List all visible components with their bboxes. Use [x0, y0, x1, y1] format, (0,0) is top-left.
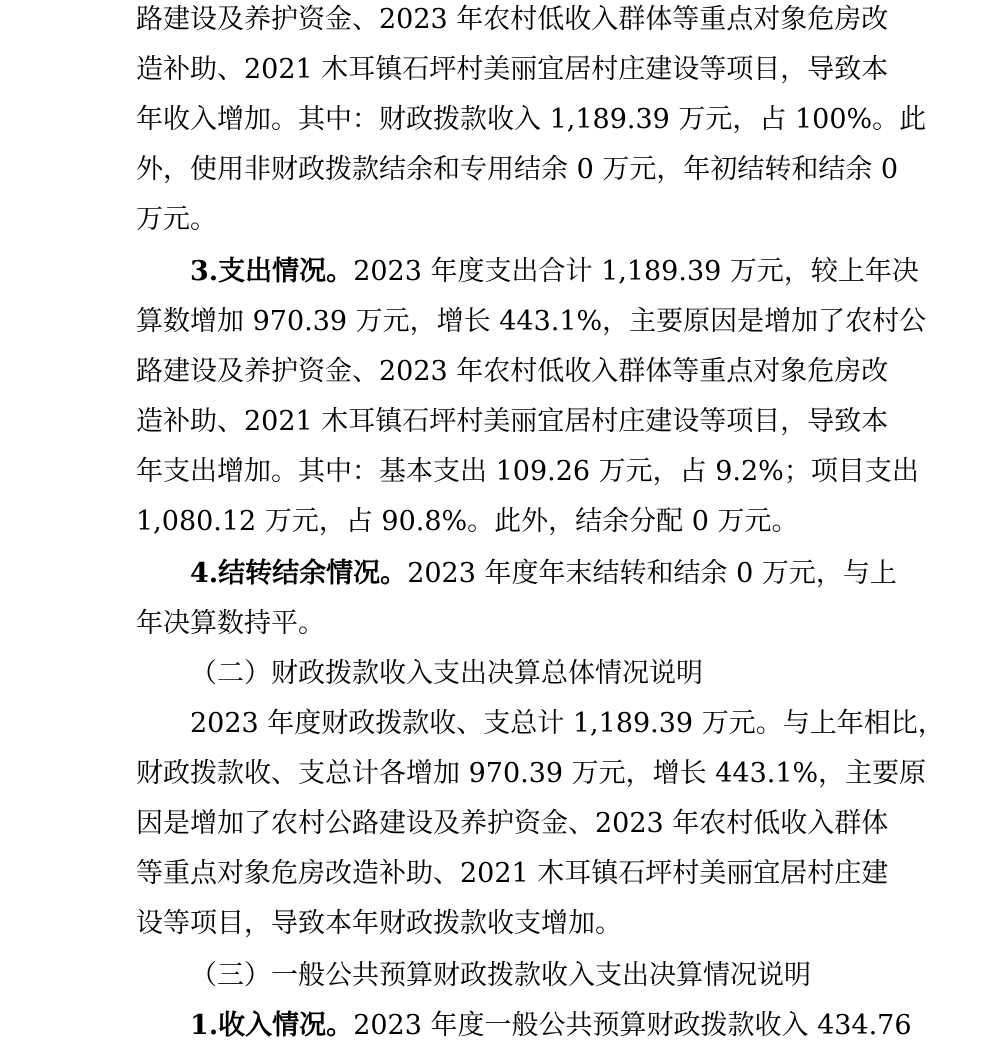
text-line: 设等项目，导致本年财政拨款收支增加。 [136, 908, 622, 939]
text-span: 2023 年度年末结转和结余 0 万元，与上 [407, 558, 897, 589]
text-line: 年决算数持平。 [136, 608, 325, 639]
text-line: 因是增加了农村公路建设及养护资金、2023 年农村低收入群体 [136, 808, 889, 839]
text-line: 造补助、2021 木耳镇石坪村美丽宜居村庄建设等项目，导致本 [136, 406, 889, 437]
income-heading: 1.收入情况。 [190, 1010, 354, 1041]
text-line: 2023 年度财政拨款收、支总计 1,189.39 万元。与上年相比， [190, 708, 945, 739]
text-line: 等重点对象危房改造补助、2021 木耳镇石坪村美丽宜居村庄建 [136, 858, 889, 889]
text-span: 2023 年度一般公共预算财政拨款收入 434.76 [353, 1010, 912, 1041]
text-line: 年收入增加。其中：财政拨款收入 1,189.39 万元，占 100%。此 [136, 104, 927, 135]
text-line: 外，使用非财政拨款结余和专用结余 0 万元，年初结转和结余 0 [136, 154, 899, 185]
carryover-paragraph-first-line [190, 554, 897, 594]
text-line: 年支出增加。其中：基本支出 109.26 万元，占 9.2%；项目支出 [136, 456, 919, 487]
carryover-heading: 4.结转结余情况。 [190, 558, 408, 589]
text-line: 路建设及养护资金、2023 年农村低收入群体等重点对象危房改 [136, 4, 889, 35]
income-paragraph-first-line [190, 1006, 912, 1046]
section-title-2: （二）财政拨款收入支出决算总体情况说明 [190, 658, 703, 689]
expenditure-heading: 3.支出情况。 [190, 256, 354, 287]
section-title-3: （三）一般公共预算财政拨款收入支出决算情况说明 [190, 960, 811, 991]
text-line: 万元。 [136, 204, 217, 235]
expenditure-paragraph-first-line [190, 252, 919, 292]
text-line: 算数增加 970.39 万元，增长 443.1%，主要原因是增加了农村公 [136, 306, 927, 337]
text-span: 2023 年度支出合计 1,189.39 万元，较上年决 [353, 256, 919, 287]
text-line: 财政拨款收、支总计各增加 970.39 万元，增长 443.1%，主要原 [136, 758, 927, 789]
text-line: 造补助、2021 木耳镇石坪村美丽宜居村庄建设等项目，导致本 [136, 54, 889, 85]
text-line: 路建设及养护资金、2023 年农村低收入群体等重点对象危房改 [136, 356, 889, 387]
text-line: 1,080.12 万元，占 90.8%。此外，结余分配 0 万元。 [136, 506, 799, 537]
